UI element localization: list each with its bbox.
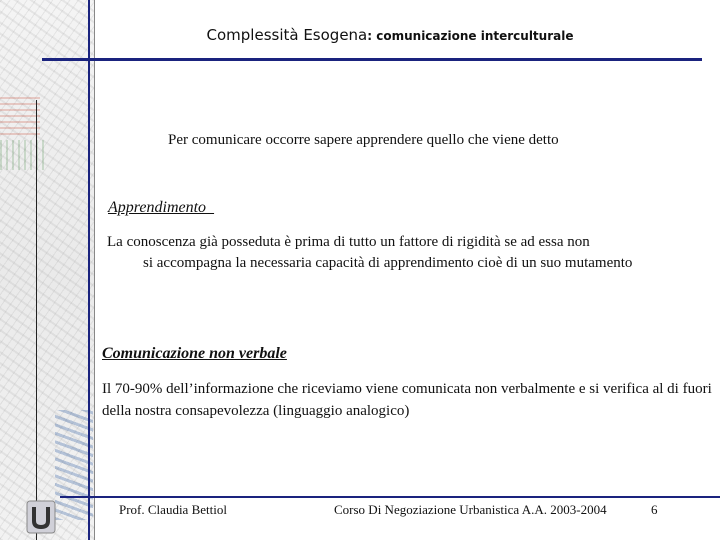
section-text-apprendimento — [107, 232, 707, 274]
divider-line-accent — [88, 0, 90, 540]
section-text-continuation: si accompagna la necessaria capacità di apprendimento cioè di un suo mutamento — [143, 255, 633, 271]
section-heading-apprendimento: Apprendimento — [108, 199, 215, 216]
decorative-map-strip — [0, 0, 94, 540]
divider-line — [36, 100, 37, 540]
map-detail-green — [0, 140, 45, 170]
slide-title — [95, 26, 685, 44]
map-detail-red — [0, 95, 40, 135]
divider-line — [94, 0, 95, 540]
slide-title-main: Complessità Esogena — [206, 26, 368, 44]
footer-rule — [60, 496, 720, 498]
intro-text: Per comunicare occorre sapere apprendere quello che viene detto — [168, 132, 559, 148]
slide-title-sub: : comunicazione interculturale — [367, 29, 574, 43]
section-text-line: La conoscenza già posseduta è prima di tutto un fattore di rigidità se ad essa non — [107, 234, 590, 250]
section-heading-comunicazione: Comunicazione non verbale — [102, 345, 287, 362]
footer-course: Corso Di Negoziazione Urbanistica A.A. 2003-2004 — [334, 502, 607, 517]
university-logo-icon — [26, 500, 56, 534]
title-underline — [42, 58, 702, 61]
footer-author: Prof. Claudia Bettiol — [119, 502, 227, 517]
section-text-comunicazione: Il 70-90% dell’informazione che riceviamo viene comunicata non verbalmente e si verifica al di fuori della nostra consapevolezza (linguaggio analogico) — [102, 381, 712, 419]
page-number: 6 — [651, 502, 658, 517]
